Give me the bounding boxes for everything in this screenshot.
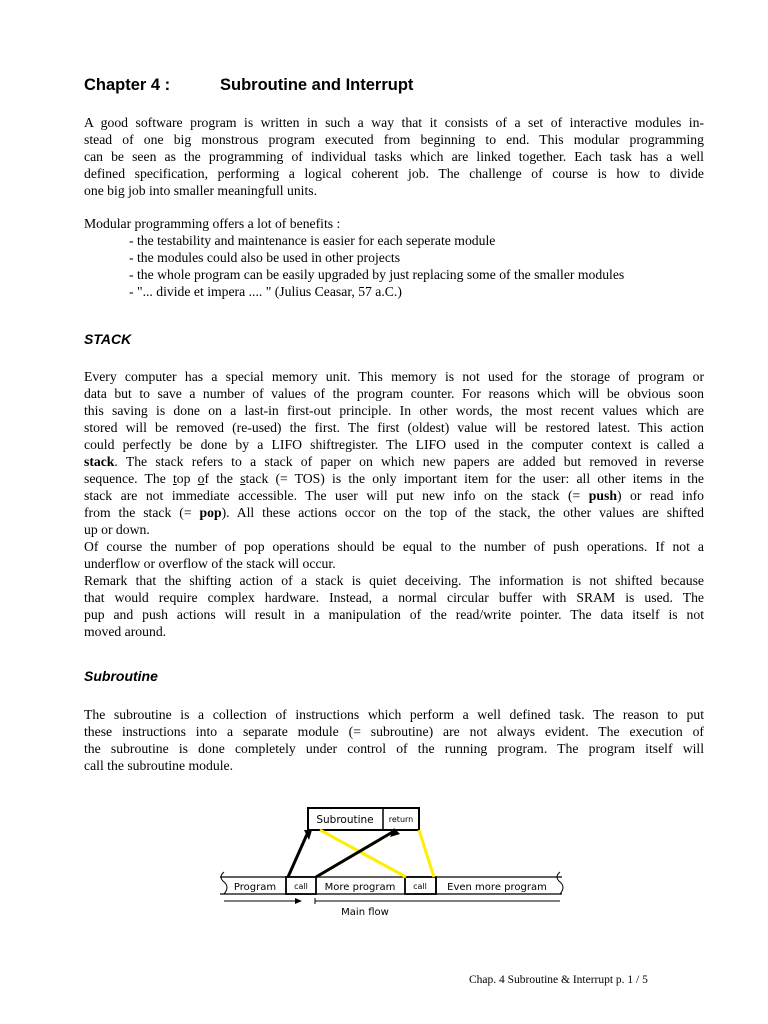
stack-term: stack <box>84 454 115 469</box>
even-more-label: Even more program <box>447 882 547 893</box>
text-run: f the <box>204 471 241 486</box>
benefit-item: - the whole program can be easily upgraded by just replacing some of the smaller modules <box>129 267 625 282</box>
text-run: ) or read info <box>616 488 704 503</box>
text-line: one big job into smaller meaningfull units. <box>84 183 318 198</box>
text-line: Of course the number of pop operations should be equal to the number of push operations. If not a <box>84 539 704 554</box>
text-line: this saving is done on a last-in first-out principle. In other words, the most recent values which are <box>84 403 704 418</box>
text-run: sequence. The <box>84 471 173 486</box>
call-arrow-1 <box>288 832 308 877</box>
text-line: these instructions into a separate module (= subroutine) are not always evident. The execution of <box>84 724 704 739</box>
subroutine-label: Subroutine <box>316 814 374 826</box>
text-run: ). All these actions occor on the top of the stack, the other values are shifted <box>221 505 704 520</box>
underlined-letter: o <box>197 471 205 486</box>
main-flow-label: Main flow <box>341 907 389 918</box>
text-line: underflow or overflow of the stack will occur. <box>84 556 336 571</box>
text-line: Every computer has a special memory unit. This memory is not used for the storage of program or <box>84 369 704 384</box>
return-path-black <box>316 830 396 877</box>
subroutine-call-diagram <box>210 800 570 925</box>
call-path-yellow <box>320 830 406 877</box>
text-line: stored will be removed (re-used) the first. The first (oldest) value will be restored latest. This action <box>84 420 704 435</box>
chapter-number: Chapter 4 : <box>84 76 171 94</box>
text-line: could perfectly be done by a LIFO shiftregister. The LIFO used in the computer context is called a <box>84 437 704 452</box>
text-line <box>84 470 704 487</box>
return-label: return <box>388 815 414 824</box>
text-line: up or down. <box>84 522 150 537</box>
text-run: stack are not immediate accessible. The user will put new info on the stack (= <box>84 488 589 503</box>
underlined-letter: t <box>172 471 177 486</box>
text-line <box>84 487 704 504</box>
chapter-title <box>84 76 413 95</box>
call1-label: call <box>294 882 308 891</box>
text-line: Remark that the shifting action of a stack is quiet deceiving. The information is not shifted because <box>84 573 704 588</box>
subroutine-heading: Subroutine <box>84 668 158 684</box>
chapter-name: Subroutine and Interrupt <box>220 76 414 94</box>
page-footer: Chap. 4 Subroutine & Interrupt p. 1 / 5 <box>469 974 648 986</box>
underlined-letter: s <box>240 471 246 486</box>
break-mark-right <box>557 872 563 894</box>
text-line <box>84 453 704 470</box>
benefit-item: - "... divide et impera .... " (Julius Ceasar, 57 a.C.) <box>129 284 402 299</box>
stack-heading: STACK <box>84 331 132 347</box>
text-run: from the stack (= <box>84 505 200 520</box>
return-arrow-2 <box>419 830 434 877</box>
text-line: moved around. <box>84 624 167 639</box>
program-label: Program <box>233 882 277 893</box>
text-line: the subroutine is done completely under control of the running program. The program itself will <box>84 741 704 756</box>
text-line: call the subroutine module. <box>84 758 234 773</box>
text-line: data but to save a number of values of the program counter. For reasons which will be obvious soon <box>84 386 704 401</box>
text-line: The subroutine is a collection of instructions which perform a well defined task. The reason to put <box>84 707 704 722</box>
benefits-block <box>84 215 704 300</box>
text-line: stead of one big monstrous program executed from beginning to end. This modular programming <box>84 132 704 147</box>
push-term: push <box>588 488 617 503</box>
text-line: defined specification, performing a logical coherent job. The challenge of course is how to divide <box>84 166 704 181</box>
text-line: pup and push actions will result in a manipulation of the read/write pointer. The data itself is not <box>84 607 704 622</box>
intro-paragraph <box>84 114 704 199</box>
main-flow-left-head <box>295 898 302 904</box>
break-mark-left <box>221 872 227 894</box>
benefit-item: - the modules could also be used in other projects <box>129 250 401 265</box>
subroutine-paragraph <box>84 706 704 774</box>
text-run: . The stack refers to a stack of paper on which new papers are added but removed in reverse <box>114 454 704 469</box>
text-run: op <box>176 471 198 486</box>
text-run: tack (= TOS) is the only important item for the user: all other items in the <box>245 471 705 486</box>
text-line: A good software program is written in such a way that it consists of a set of interactive modules in- <box>84 115 704 130</box>
stack-paragraph <box>84 368 704 640</box>
text-line: that would require complex hardware. Instead, a normal circular buffer with SRAM is used. The <box>84 590 704 605</box>
benefits-heading: Modular programming offers a lot of benefits : <box>84 216 341 231</box>
benefit-item: - the testability and maintenance is easier for each seperate module <box>129 233 496 248</box>
text-line <box>84 504 704 521</box>
more-program-label: More program <box>324 882 396 893</box>
call2-label: call <box>413 882 427 891</box>
pop-term: pop <box>199 505 222 520</box>
text-line: can be seen as the programming of individual tasks which are linked together. Each task has a well <box>84 149 704 164</box>
